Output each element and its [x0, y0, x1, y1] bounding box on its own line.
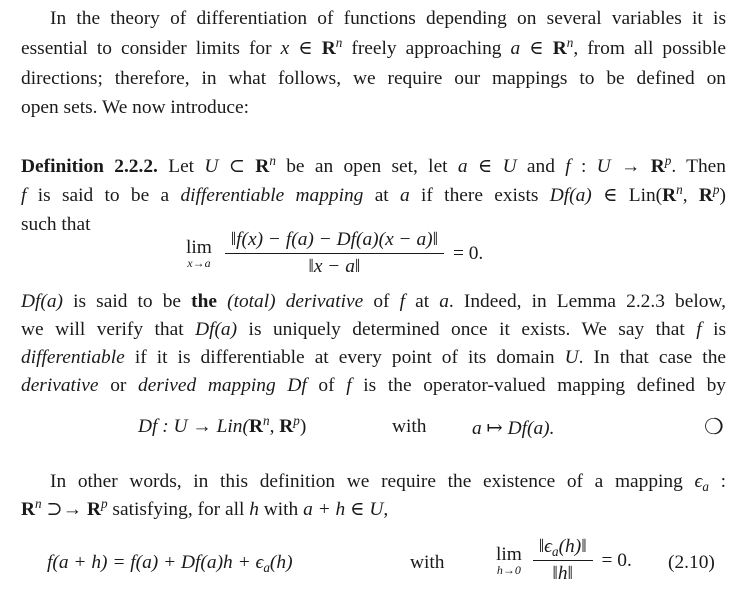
- equation-remainder: $f(a + h) = f(a) + Df(a)h + \epsilon_a(h)$: [47, 552, 293, 575]
- equation-derived-mapping-rule: a ↦ Df(a).: [472, 418, 555, 439]
- paragraph-1-line-4: open sets. We now introduce:: [21, 97, 250, 118]
- equation-derived-mapping-with: with: [392, 416, 427, 437]
- equation-limit-derivative: lim x→a $\frac{‖f(x) - f(a) - Df(a)(x - a)‖}{‖x - a‖}$ = 0.: [186, 229, 484, 277]
- paragraph-2-line-2: we will verify that Df(a) is uniquely determined once it exists. We say that f is: [21, 319, 727, 340]
- paragraph-1-line-1: In the theory of differentiation of functions depending on several variables it is: [50, 8, 726, 29]
- paragraph-3-line-2: $R^n$ ⊃→ $R^p$ satisfying, for all h with a + h ∈ U,: [21, 495, 389, 520]
- equation-number: (2.10): [668, 552, 715, 573]
- end-of-definition-icon: ❍: [704, 414, 724, 439]
- paragraph-2-line-4: derivative or derived mapping Df of f is the operator-valued mapping defined by: [21, 375, 726, 396]
- paragraph-2-line-1: Df(a) is said to be the (total) derivative of f at a. Indeed, in Lemma 2.2.3 below,: [21, 291, 726, 312]
- paragraph-2-line-3: differentiable if it is differentiable at every point of its domain U. In that case the: [21, 347, 726, 368]
- definition-line-3: such that: [21, 214, 91, 235]
- limit-operator: lim x→a: [186, 236, 212, 270]
- paragraph-1-line-2: essential to consider limits for x ∈ $R^n$ freely approaching a ∈ $R^n$, from all possible: [21, 34, 726, 59]
- definition-line-2: f is said to be a differentiable mapping at a if there exists Df(a) ∈ $Lin(R^n$, $R^p$): [21, 181, 726, 206]
- equation-remainder-with: with: [410, 552, 445, 573]
- limit-operator: lim h→0: [496, 543, 522, 577]
- equation-derived-mapping: Df : $U \to Lin(R^n$, $R^p$): [138, 412, 307, 437]
- paragraph-3-line-1: In other words, in this definition we require the existence of a mapping $\epsilon_a$ :: [50, 471, 726, 494]
- definition-line-1: Definition 2.2.2. Let U ⊂ $R^n$ be an open set, let a ∈ U and f : $U \to R^p$. Then: [21, 152, 726, 177]
- definition-label: Definition 2.2.2.: [21, 156, 158, 177]
- equation-remainder-limit: lim h→0 $\frac{‖\epsilon_a(h)‖}{‖h‖}$ = 0.: [496, 536, 632, 584]
- paragraph-1-line-3: directions; therefore, in what follows, we require our mappings to be defined on: [21, 68, 726, 89]
- equation-remainder-fraction: $\frac{‖\epsilon_a(h)‖}{‖h‖}$: [533, 536, 593, 585]
- equation-fraction: $\frac{‖f(x) - f(a) - Df(a)(x - a)‖}{‖x - a‖}$: [225, 229, 444, 278]
